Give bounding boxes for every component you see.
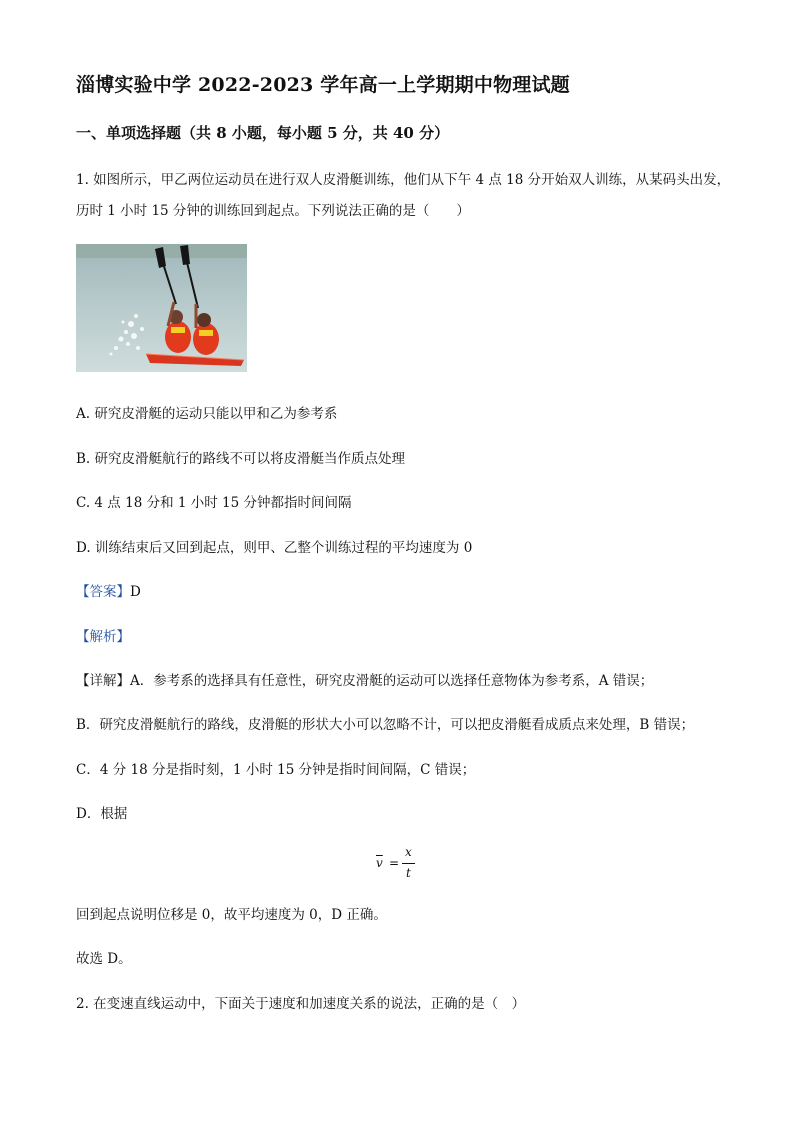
analysis-tag [76,625,130,645]
answer-tag: 【答案】 [76,584,130,600]
detail-tag: 【详解】 [76,673,130,689]
page-title: 淄博实验中学 2022-2023 学年高一上学期期中物理试题 [76,74,570,96]
option-b: B. 研究皮滑艇航行的路线不可以将皮滑艇当作质点处理 [76,451,406,467]
question-1-stem-line1: 1. 如图所示，甲乙两位运动员在进行双人皮滑艇训练，他们从下午 4 点 18 分开始双人训练，从某码头出发， [76,172,731,188]
detail-b: B．研究皮滑艇航行的路线，皮滑艇的形状大小可以忽略不计，可以把皮滑艇看成质点来处理，B 错误； [76,717,695,733]
formula-lhs: $\overline{v}$ [376,856,383,870]
answer-line [76,580,141,600]
average-velocity-formula [374,846,420,886]
answer-value: D [130,584,141,600]
detail-a-text: A．参考系的选择具有任意性，研究皮滑艇的运动可以选择任意物体为参考系，A 错误； [130,673,654,689]
final-choice: 故选 D。 [76,951,132,967]
detail-a [76,669,653,689]
detail-c: C．4 分 18 分是指时刻，1 小时 15 分钟是指时间间隔，C 错误； [76,762,476,778]
fraction-bar [402,863,415,864]
option-c: C. 4 点 18 分和 1 小时 15 分钟都指时间间隔 [76,495,352,511]
detail-d: D．根据 [76,806,128,822]
question-1-stem-line2: 历时 1 小时 15 分钟的训练回到起点。下列说法正确的是（ ） [76,203,470,219]
formula-equals: = [389,856,400,870]
section-heading: 一、单项选择题（共 8 小题，每小题 5 分，共 40 分） [76,124,450,142]
question-2-stem: 2. 在变速直线运动中，下面关于速度和加速度关系的说法，正确的是（ ） [76,996,526,1012]
formula-numerator: x [405,845,412,859]
option-a: A. 研究皮滑艇的运动只能以甲和乙为参考系 [76,406,338,422]
conclusion: 回到起点说明位移是 0，故平均速度为 0，D 正确。 [76,907,387,923]
analysis-tag-text: 【解析】 [76,629,130,645]
formula-denominator: t [406,866,411,880]
kayak-photo [76,244,247,372]
option-d: D. 训练结束后又回到起点，则甲、乙整个训练过程的平均速度为 0 [76,540,473,556]
